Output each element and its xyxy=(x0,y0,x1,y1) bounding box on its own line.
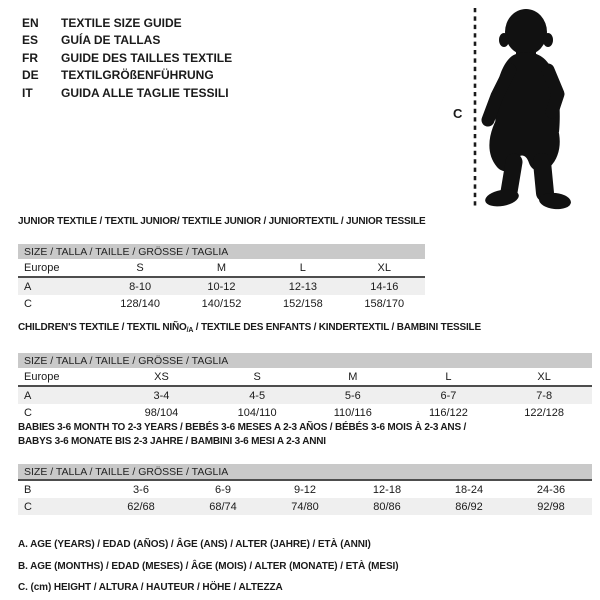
baby-silhouette-icon xyxy=(484,9,572,211)
size-table-section xyxy=(18,421,592,515)
size-table-section xyxy=(18,321,592,421)
size-table-section xyxy=(18,215,425,312)
table-row xyxy=(18,386,592,404)
size-table xyxy=(18,244,425,312)
language-row xyxy=(22,67,232,84)
size-value-cell: S xyxy=(209,368,305,386)
height-label: C xyxy=(453,106,463,121)
size-value-cell: L xyxy=(401,368,497,386)
size-value-cell: 92/98 xyxy=(537,500,565,513)
language-code: DE xyxy=(22,68,39,83)
table-row xyxy=(18,498,592,515)
size-value-cell: 6-9 xyxy=(215,483,231,496)
table-heading xyxy=(18,421,592,449)
row-label: A xyxy=(24,280,32,293)
size-value-cell: 5-6 xyxy=(344,389,361,402)
size-value-cell: 122/128 xyxy=(524,406,565,419)
row-label: C xyxy=(24,500,32,513)
row-label: B xyxy=(24,483,32,496)
size-value-cell: 8-10 xyxy=(129,280,152,293)
size-header-cell: SIZE / TALLA / TAILLE / GRÖSSE / TAGLIA xyxy=(18,244,425,259)
language-row xyxy=(22,50,232,67)
table-row xyxy=(18,295,425,312)
table-heading-text: / TEXTILE DES ENFANTS / KINDERTEXTIL / BAMBINI TESSILE xyxy=(193,322,481,333)
size-value-cell: 128/140 xyxy=(120,297,160,310)
table-row xyxy=(18,277,425,295)
size-header-row xyxy=(18,353,592,368)
size-value-cell: 152/158 xyxy=(282,297,323,310)
size-value-cell: 18-24 xyxy=(454,483,484,496)
language-code: EN xyxy=(22,16,39,30)
language-title: GUIDA ALLE TAGLIE TESSILI xyxy=(61,85,229,100)
size-table xyxy=(18,464,592,515)
table-row xyxy=(18,480,592,498)
size-value-cell: 3-6 xyxy=(133,483,149,496)
size-value-cell: 116/122 xyxy=(428,406,468,419)
size-value-cell: 140/152 xyxy=(201,297,242,310)
language-title-list xyxy=(22,15,232,102)
language-code: FR xyxy=(22,50,38,65)
row-label: Europe xyxy=(18,368,114,386)
language-title: TEXTILE SIZE GUIDE xyxy=(61,16,182,30)
size-value-cell: 7-8 xyxy=(536,389,553,402)
size-header-cell: SIZE / TALLA / TAILLE / GRÖSSE / TAGLIA xyxy=(18,464,592,480)
size-value-cell: S xyxy=(99,259,180,277)
size-header-row xyxy=(18,244,425,259)
size-value-cell: 12-13 xyxy=(288,280,317,293)
size-value-cell: 6-7 xyxy=(440,389,457,402)
size-value-cell: 3-4 xyxy=(153,389,170,402)
size-value-cell: 104/110 xyxy=(237,406,277,419)
table-heading-line: BABYS 3-6 MONATE BIS 2-3 JAHRE / BAMBINI 3-6 MESI A 2-3 ANNI xyxy=(18,436,326,447)
size-value-cell: 62/68 xyxy=(127,500,155,513)
language-row xyxy=(22,85,232,102)
table-heading: JUNIOR TEXTILE / TEXTIL JUNIOR/ TEXTILE JUNIOR / JUNIORTEXTIL / JUNIOR TESSILE xyxy=(18,216,426,227)
size-value-cell: 10-12 xyxy=(207,280,236,293)
size-header-row xyxy=(18,464,592,480)
size-value-cell: 24-36 xyxy=(536,483,566,496)
size-value-cell: 9-12 xyxy=(293,483,317,496)
language-row xyxy=(22,15,232,32)
size-value-cell: M xyxy=(181,259,262,277)
row-label: Europe xyxy=(18,259,99,277)
legend-note: C. (cm) HEIGHT / ALTURA / HAUTEUR / HÖHE / ALTEZZA xyxy=(18,582,283,594)
size-value-cell: 158/170 xyxy=(364,297,405,310)
size-value-cell: 4-5 xyxy=(249,389,266,402)
table-heading-text: CHILDREN'S TEXTILE / TEXTIL NIÑO xyxy=(18,322,187,333)
size-value-cell: L xyxy=(262,259,343,277)
size-value-cell: XL xyxy=(344,259,425,277)
legend-note: A. AGE (YEARS) / EDAD (AÑOS) / ÂGE (ANS) / ALTER (JAHRE) / ETÀ (ANNI) xyxy=(18,539,371,550)
size-value-cell: 74/80 xyxy=(291,500,319,513)
row-label: C xyxy=(24,406,32,419)
legend-notes xyxy=(18,534,398,599)
language-code: ES xyxy=(22,33,39,48)
size-value-cell: XS xyxy=(114,368,210,386)
table-row xyxy=(18,368,592,386)
table-heading-subscript: /A xyxy=(186,327,194,334)
legend-note: B. AGE (MONTHS) / EDAD (MESES) / ÂGE (MOIS) / ALTER (MONATE) / ETÀ (MESI) xyxy=(18,560,399,572)
size-table xyxy=(18,353,592,421)
language-row xyxy=(22,32,232,49)
size-value-cell: 86/92 xyxy=(455,500,483,513)
size-value-cell: M xyxy=(305,368,401,386)
language-title: GUIDE DES TAILLES TEXTILE xyxy=(61,50,233,65)
size-header-cell: SIZE / TALLA / TAILLE / GRÖSSE / TAGLIA xyxy=(18,353,592,368)
size-value-cell: 110/116 xyxy=(333,406,372,419)
size-value-cell: 98/104 xyxy=(144,406,179,419)
table-row xyxy=(18,259,425,277)
table-heading xyxy=(18,321,592,338)
row-label: A xyxy=(24,389,32,402)
language-title: GUÍA DE TALLAS xyxy=(61,33,161,48)
table-row xyxy=(18,404,592,421)
figure-graphic xyxy=(466,0,582,212)
size-value-cell: 68/74 xyxy=(209,500,237,513)
size-value-cell: 12-18 xyxy=(372,483,402,496)
size-value-cell: 14-16 xyxy=(370,280,399,293)
language-title: TEXTILGRÖßENFÜHRUNG xyxy=(61,68,214,83)
row-label: C xyxy=(24,297,32,310)
size-value-cell: 80/86 xyxy=(373,500,401,513)
size-value-cell: XL xyxy=(496,368,592,386)
table-heading-line: BABIES 3-6 MONTH TO 2-3 YEARS / BEBÉS 3-6 MESES A 2-3 AÑOS / BÉBÉS 3-6 MOIS À 2-3 ANS / xyxy=(18,422,467,433)
language-code: IT xyxy=(22,85,33,100)
